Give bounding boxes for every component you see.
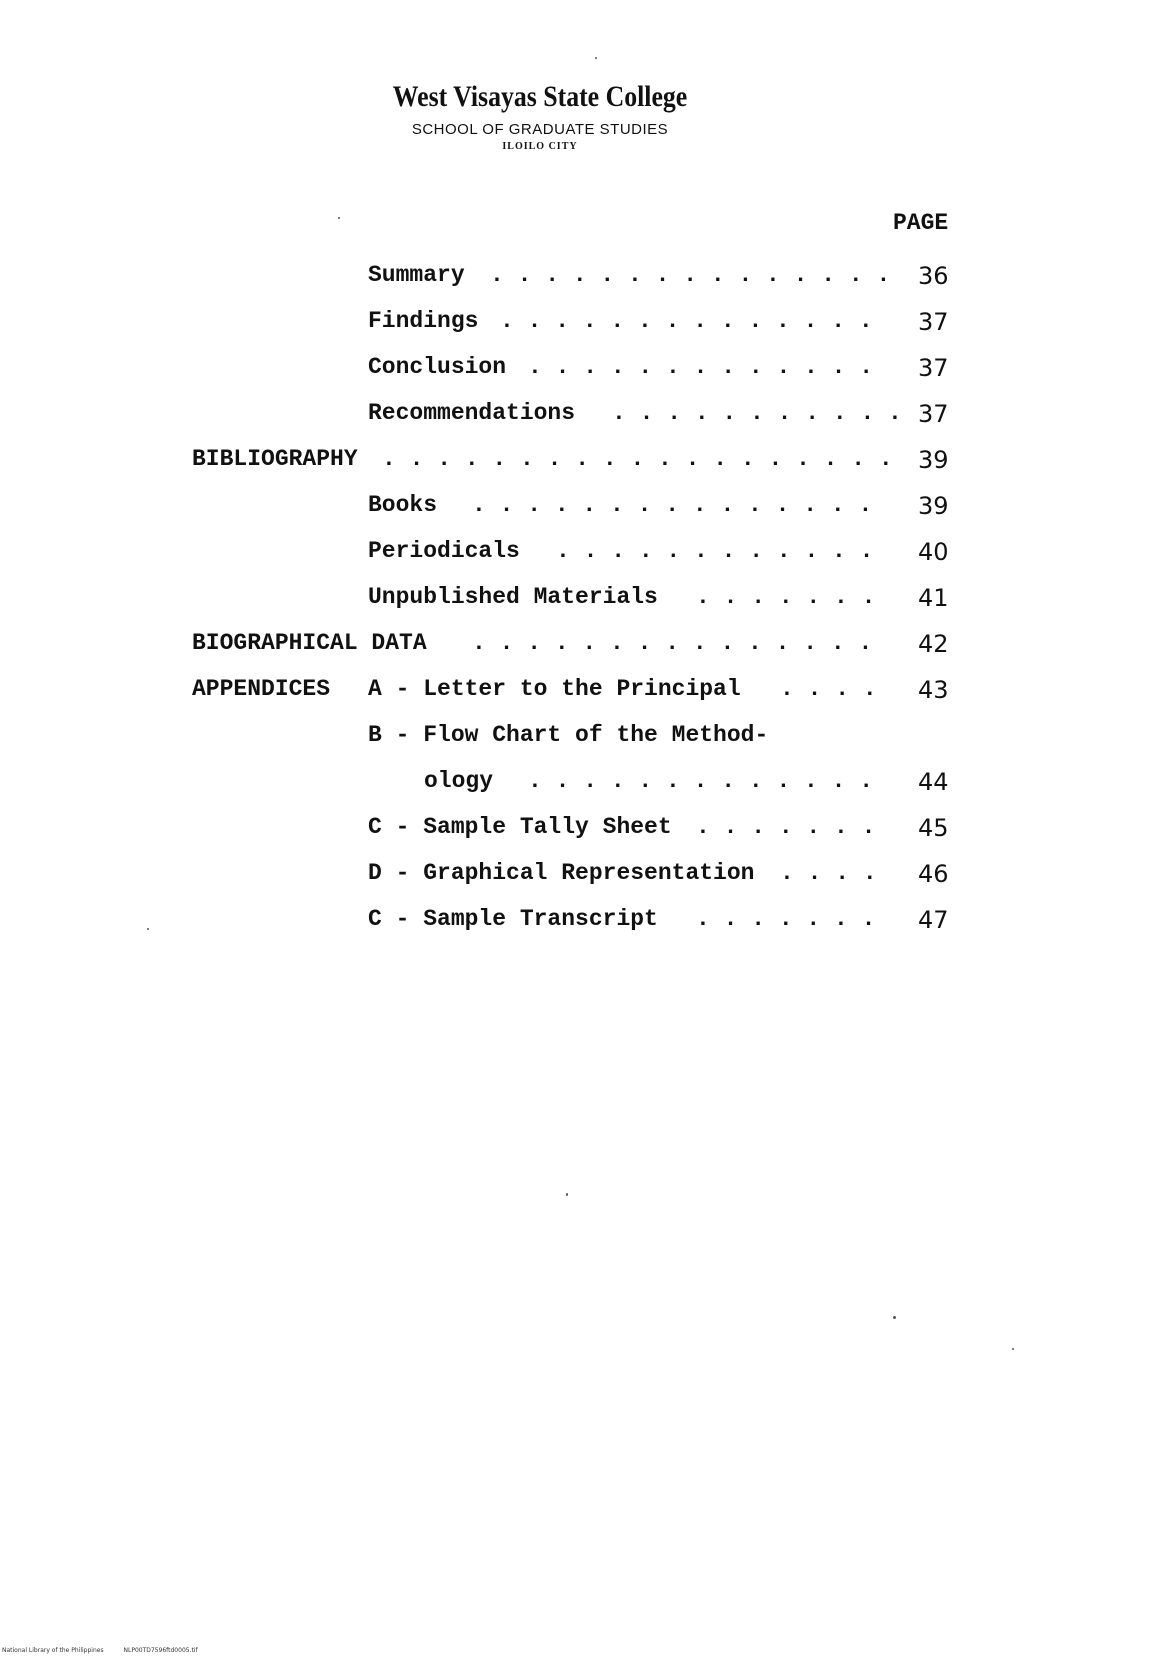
toc-entry-recommendations (0, 400, 1168, 430)
toc-leader: . . . . . . . (696, 906, 876, 932)
toc-label: BIBLIOGRAPHY (192, 446, 358, 472)
toc-label: BIOGRAPHICAL DATA (192, 630, 427, 656)
toc-entry-appendix-d (0, 860, 1168, 890)
toc-leader: . . . . . . . . . . . . . (528, 354, 874, 380)
toc-leader: . . . . . . . . . . . . . . . (472, 630, 873, 656)
toc-label: ology (424, 768, 494, 794)
toc-page-number: 36 (918, 262, 949, 290)
toc-page-number: 47 (918, 906, 949, 934)
toc-entry-findings (0, 308, 1168, 338)
toc-entry-books (0, 492, 1168, 522)
toc-label: C - Sample Tally Sheet (368, 814, 672, 840)
toc-page-number: 37 (918, 400, 949, 428)
toc-label: Summary (368, 262, 465, 288)
toc-leader: . . . . . . . . . . . . . . . (472, 492, 873, 518)
toc-label: Conclusion (368, 354, 507, 380)
toc-page-number: 40 (918, 538, 949, 566)
toc-leader: . . . . . . . . . . . . . . . . . . . (382, 446, 893, 472)
toc-leader: . . . . . . . (696, 814, 876, 840)
toc-leader: . . . . . . . . . . . . . . . (490, 262, 891, 288)
toc-page-number: 43 (918, 676, 949, 704)
page-column-label: PAGE (893, 210, 949, 236)
scan-speck (595, 57, 597, 59)
scan-speck (338, 217, 340, 219)
toc-section-label: APPENDICES (192, 676, 331, 702)
toc-page-number: 42 (918, 630, 949, 658)
toc-entry-conclusion (0, 354, 1168, 384)
toc-leader: . . . . (780, 860, 877, 886)
toc-label: D - Graphical Representation (368, 860, 755, 886)
scan-speck (147, 928, 149, 930)
toc-leader: . . . . . . . (696, 584, 876, 610)
toc-label: Periodicals (368, 538, 520, 564)
school-name: SCHOOL OF GRADUATE STUDIES (411, 121, 669, 138)
college-name: West Visayas State College (392, 80, 688, 113)
scan-speck (566, 1193, 568, 1196)
toc-label: C - Sample Transcript (368, 906, 658, 932)
toc-page-number: 39 (918, 446, 949, 474)
toc-entry-summary (0, 262, 1168, 292)
toc-page-number: 37 (918, 308, 949, 336)
city-name: ILOILO CITY (502, 141, 578, 152)
toc-leader: . . . . . . . . . . . . . (528, 768, 874, 794)
toc-entry-periodicals (0, 538, 1168, 568)
library-credit: National Library of the Philippines (2, 1647, 104, 1654)
file-name: NLP00TD7596ftd0005.tif (123, 1647, 198, 1654)
toc-leader: . . . . . . . . . . . . (556, 538, 874, 564)
toc-entry-appendix-b-continued (0, 768, 1168, 798)
toc-page-number: 39 (918, 492, 949, 520)
toc-page-number: 45 (918, 814, 949, 842)
toc-label: Recommendations (368, 400, 576, 426)
toc-leader: . . . . (780, 676, 877, 702)
toc-label: B - Flow Chart of the Method- (368, 722, 769, 748)
toc-entry-appendix-b (0, 722, 1168, 752)
toc-page-number: 44 (918, 768, 949, 796)
toc-leader: . . . . . . . . . . . (612, 400, 902, 426)
toc-entry-biographical-data (0, 630, 1168, 660)
toc-label: Findings (368, 308, 479, 334)
toc-page-number: 46 (918, 860, 949, 888)
scan-speck (893, 1316, 896, 1319)
toc-entry-bibliography (0, 446, 1168, 476)
toc-entry-appendix-transcript (0, 906, 1168, 936)
toc-label: Unpublished Materials (368, 584, 658, 610)
toc-entry-unpublished-materials (0, 584, 1168, 614)
toc-label: Books (368, 492, 438, 518)
scan-footer (2, 1647, 216, 1654)
toc-leader: . . . . . . . . . . . . . . (500, 308, 873, 334)
toc-label: A - Letter to the Principal (368, 676, 741, 702)
toc-entry-appendix-c (0, 814, 1168, 844)
toc-entry-appendix-a (0, 676, 1168, 706)
scan-speck (1012, 1348, 1014, 1350)
toc-page-number: 37 (918, 354, 949, 382)
toc-page-number: 41 (918, 584, 949, 612)
